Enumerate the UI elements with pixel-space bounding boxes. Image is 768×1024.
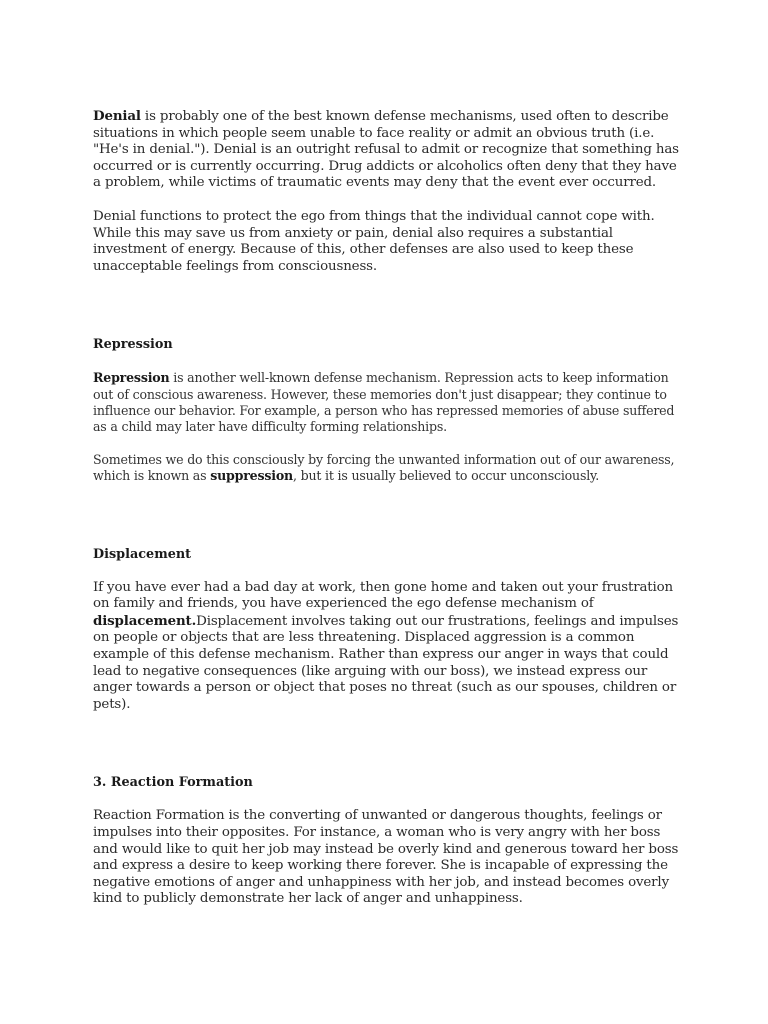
repression-paragraph-2-after: , but it is usually believed to occur unconsciously. [293, 468, 600, 484]
reaction-formation-heading: 3. Reaction Formation [93, 775, 253, 791]
denial-paragraph-1-text: is probably one of the best known defense mechanisms, used often to describe situations in which people seem unable to face reality or admit an obvious truth (i.e. "He's in denial."). Denial is an outright refusal to admit or recognize that something has occurred or is currently occurring. Drug addicts or alcoholics often deny that they have a problem, while victims of traumatic events may deny that the event ever occurred. [93, 109, 679, 191]
document-page [93, 108, 683, 908]
repression-paragraph-2 [93, 452, 683, 484]
repression-heading: Repression [93, 337, 173, 353]
repression-paragraph-1-text: is another well-known defense mechanism. Repression acts to keep information out of conscious awareness. However, these memories don't just disappear; they continue to influence our behavior. For example, a person who has repressed memories of abuse suffered as a child may later have difficulty forming relationships. [93, 370, 675, 434]
repression-term: Repression [93, 370, 170, 386]
repression-paragraph-1 [93, 370, 683, 435]
denial-paragraph-2: Denial functions to protect the ego from things that the individual cannot cope with. While this may save us from anxiety or pain, denial also requires a substantial investment of energy. Because of this, other defenses are also used to keep these unacceptable feelings from consciousness. [93, 208, 655, 274]
displacement-paragraph-before: If you have ever had a bad day at work, then gone home and taken out your frustration on family and friends, you have experienced the ego defense mechanism of [93, 579, 674, 612]
displacement-paragraph [93, 580, 683, 714]
suppression-term: suppression [210, 468, 294, 484]
displacement-heading: Displacement [93, 546, 192, 562]
reaction-formation-paragraph: Reaction Formation is the converting of unwanted or dangerous thoughts, feelings or impulses into their opposites. For instance, a woman who is very angry with her boss and would like to quit her job may instead be overly kind and generous toward her boss and express a desire to keep working there forever. She is incapable of expressing the negative emotions of anger and unhappiness with her job, and instead becomes overly kind to publicly demonstrate her lack of anger and unhappiness. [93, 808, 679, 907]
denial-paragraph-1 [93, 108, 683, 192]
displacement-paragraph-after: Displacement involves taking out our frustrations, feelings and impulses on people or objects that are less threatening. Displaced aggression is a common example of this defense mechanism. Rather than express our anger in ways that could lead to negative consequences (like arguing with our boss), we instead express our anger towards a person or object that poses no threat (such as our spouses, children or pets). [93, 613, 679, 712]
denial-term: Denial [93, 108, 141, 124]
repression-paragraph-2-before: Sometimes we do this consciously by forcing the unwanted information out of our awareness, which is known as [93, 452, 675, 484]
displacement-term: displacement. [93, 612, 197, 629]
